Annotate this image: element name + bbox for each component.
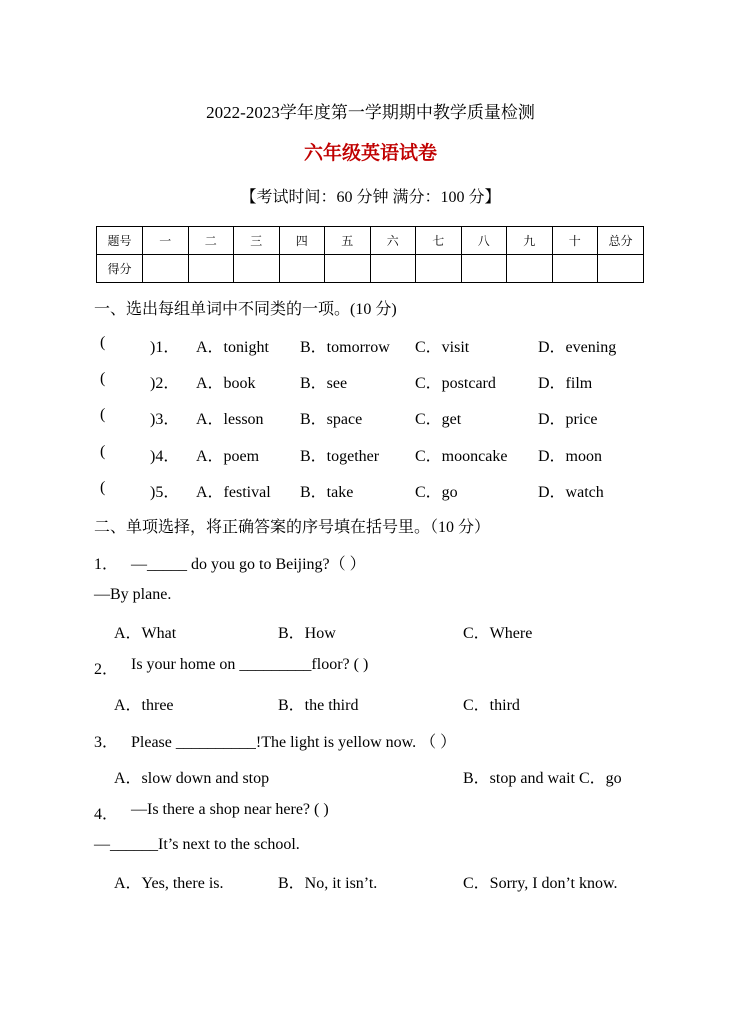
score-blank bbox=[416, 255, 462, 283]
question-number: )1． bbox=[150, 339, 180, 356]
option-b-c: B．stop and wait C．go bbox=[463, 770, 622, 787]
option-c: C．visit bbox=[415, 339, 470, 356]
option-c: C．mooncake bbox=[415, 448, 508, 465]
score-blank bbox=[370, 255, 416, 283]
question-text: Is your home on _________floor? ( ) bbox=[131, 656, 369, 673]
option-d: D．film bbox=[538, 375, 593, 392]
question-number: )5． bbox=[150, 484, 180, 501]
score-blank bbox=[279, 255, 325, 283]
score-cell: 三 bbox=[234, 227, 280, 255]
score-cell: 四 bbox=[279, 227, 325, 255]
question-number: 2． bbox=[94, 661, 119, 678]
option-d: D．price bbox=[538, 411, 598, 428]
score-cell: 八 bbox=[461, 227, 507, 255]
score-cell: 六 bbox=[370, 227, 416, 255]
question-text: Please __________!The light is yellow now. （ ） bbox=[131, 734, 457, 751]
option-a: A．festival bbox=[196, 484, 271, 501]
option-a: A．lesson bbox=[196, 411, 264, 428]
score-blank bbox=[143, 255, 189, 283]
section2-heading: 二、单项选择，将正确答案的序号填在括号里。（10 分） bbox=[94, 519, 491, 536]
score-blank bbox=[598, 255, 644, 283]
score-table bbox=[96, 226, 644, 283]
dialogue-answer: —______It’s next to the school. bbox=[94, 836, 300, 853]
score-blank bbox=[461, 255, 507, 283]
dialogue-answer: —By plane. bbox=[94, 586, 172, 603]
option-c: C．go bbox=[415, 484, 458, 501]
score-cell: 五 bbox=[325, 227, 371, 255]
option-a: A．tonight bbox=[196, 339, 269, 356]
option-a: A．three bbox=[114, 697, 174, 714]
score-blank bbox=[325, 255, 371, 283]
option-b: B．tomorrow bbox=[300, 339, 390, 356]
option-c: C．third bbox=[463, 697, 520, 714]
score-cell: 七 bbox=[416, 227, 462, 255]
question-number: )2． bbox=[150, 375, 180, 392]
option-a: A．slow down and stop bbox=[114, 770, 270, 787]
question-text: —_____ do you go to Beijing?（ ） bbox=[131, 556, 366, 573]
score-blank bbox=[234, 255, 280, 283]
answer-paren: ( bbox=[100, 479, 106, 496]
score-blank bbox=[188, 255, 234, 283]
score-blank bbox=[507, 255, 553, 283]
option-c: C．get bbox=[415, 411, 462, 428]
score-cell: 十 bbox=[552, 227, 598, 255]
option-c: C．Where bbox=[463, 625, 533, 642]
question-number: 4． bbox=[94, 806, 119, 823]
exam-time-info: 【考试时间：60 分钟 满分：100 分】 bbox=[240, 189, 501, 206]
answer-paren: ( bbox=[100, 443, 106, 460]
question-number: 1． bbox=[94, 556, 119, 573]
exam-title: 2022-2023学年度第一学期期中教学质量检测 bbox=[206, 103, 535, 122]
answer-paren: ( bbox=[100, 370, 106, 387]
option-b: B．the third bbox=[278, 697, 359, 714]
question-text: —Is there a shop near here? ( ) bbox=[131, 801, 329, 818]
option-d: D．moon bbox=[538, 448, 603, 465]
score-cell: 一 bbox=[143, 227, 189, 255]
score-cell: 题号 bbox=[97, 227, 143, 255]
answer-paren: ( bbox=[100, 406, 106, 423]
score-cell: 二 bbox=[188, 227, 234, 255]
score-row-label: 得分 bbox=[97, 255, 143, 283]
option-a: A．Yes, there is. bbox=[114, 875, 224, 892]
option-d: D．evening bbox=[538, 339, 617, 356]
exam-subtitle: 六年级英语试卷 bbox=[303, 142, 437, 164]
option-b: B．space bbox=[300, 411, 363, 428]
question-number: )3． bbox=[150, 411, 180, 428]
score-cell: 九 bbox=[507, 227, 553, 255]
option-c: C．postcard bbox=[415, 375, 496, 392]
option-a: A．What bbox=[114, 625, 177, 642]
option-a: A．poem bbox=[196, 448, 260, 465]
option-b: B．see bbox=[300, 375, 348, 392]
option-c: C．Sorry, I don’t know. bbox=[463, 875, 618, 892]
option-b: B．No, it isn’t. bbox=[278, 875, 378, 892]
option-b: B．How bbox=[278, 625, 336, 642]
option-a: A．book bbox=[196, 375, 256, 392]
score-cell: 总分 bbox=[598, 227, 644, 255]
score-table-header-row bbox=[97, 227, 644, 255]
question-number: )4． bbox=[150, 448, 180, 465]
score-blank bbox=[552, 255, 598, 283]
option-d: D．watch bbox=[538, 484, 604, 501]
question-number: 3． bbox=[94, 734, 119, 751]
option-b: B．take bbox=[300, 484, 354, 501]
score-table-score-row bbox=[97, 255, 644, 283]
answer-paren: ( bbox=[100, 334, 106, 351]
section1-heading: 一、选出每组单词中不同类的一项。(10 分) bbox=[94, 301, 397, 318]
option-b: B．together bbox=[300, 448, 380, 465]
